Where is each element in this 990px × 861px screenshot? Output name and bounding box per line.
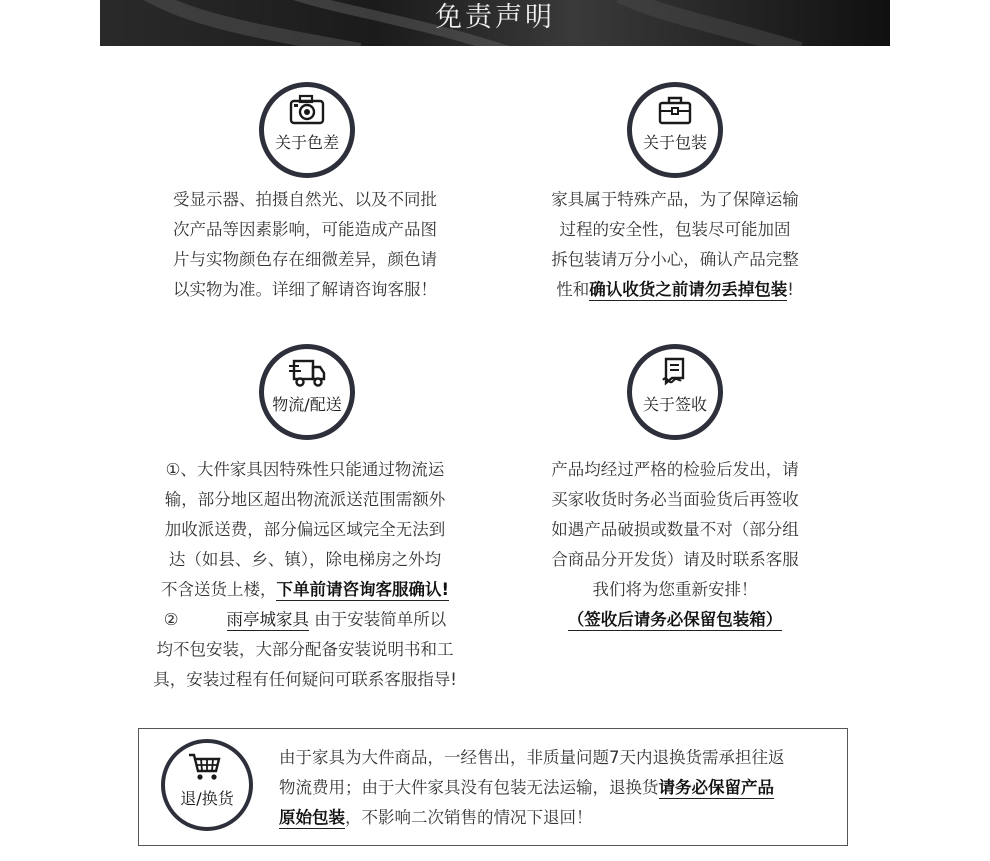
text-fragment: ② bbox=[163, 610, 179, 629]
text-fragment: 性和 bbox=[556, 280, 590, 299]
highlight-text: 确认收货之前请勿丢掉包装 bbox=[589, 280, 788, 299]
text-line: 输，部分地区超出物流派送范围需额外 bbox=[164, 490, 446, 509]
shopping-cart-icon bbox=[187, 751, 223, 783]
logistics-section-text bbox=[135, 455, 475, 695]
truck-icon bbox=[286, 356, 328, 388]
signing-section-badge bbox=[627, 344, 723, 440]
signing-section-text bbox=[520, 455, 830, 635]
text-line bbox=[135, 605, 475, 635]
camera-icon bbox=[289, 94, 325, 126]
text-line bbox=[279, 803, 839, 833]
text-line: 过程的安全性，包装尽可能加固 bbox=[559, 220, 791, 239]
signing-note: （签收后请务必保留包装箱） bbox=[567, 610, 783, 629]
text-line: 次产品等因素影响，可能造成产品图 bbox=[173, 220, 437, 239]
text-line: 产品均经过严格的检验后发出，请 bbox=[551, 460, 799, 479]
text-line bbox=[520, 605, 830, 635]
briefcase-icon bbox=[657, 94, 693, 126]
text-line: 达（如县、乡、镇），除电梯房之外均 bbox=[168, 550, 442, 569]
highlight-text: 原始包装 bbox=[279, 808, 345, 827]
color-section-text bbox=[140, 185, 470, 305]
text-line: 受显示器、拍摄自然光、以及不同批 bbox=[173, 190, 437, 209]
text-fragment: ，不影响二次销售的情况下退回！ bbox=[345, 808, 593, 827]
text-line: 合商品分开发货）请及时联系客服 bbox=[551, 550, 799, 569]
text-line: 加收派送费，部分偏远区域完全无法到 bbox=[164, 520, 446, 539]
returns-section bbox=[138, 728, 848, 846]
text-line bbox=[520, 275, 830, 305]
packaging-section-text bbox=[520, 185, 830, 305]
returns-section-badge bbox=[161, 739, 253, 831]
returns-section-label: 退/换货 bbox=[180, 789, 234, 808]
text-line: ①、大件家具因特殊性只能通过物流运 bbox=[165, 460, 445, 479]
text-line: 买家收货时务必当面验货后再签收 bbox=[551, 490, 799, 509]
signing-section-label: 关于签收 bbox=[642, 395, 707, 414]
color-section-label: 关于色差 bbox=[274, 133, 339, 152]
text-fragment: 不含送货上楼， bbox=[160, 580, 277, 599]
text-line: 具，安装过程有任何疑问可联系客服指导! bbox=[153, 670, 457, 689]
header-banner bbox=[100, 0, 890, 46]
returns-section-text bbox=[279, 743, 839, 833]
text-line: 我们将为您重新安排！ bbox=[592, 580, 758, 599]
text-line: 以实物为准。详细了解请咨询客服！ bbox=[173, 280, 437, 299]
text-fragment: ! bbox=[787, 280, 794, 299]
packaging-section-label: 关于包装 bbox=[642, 133, 707, 152]
text-line bbox=[279, 773, 839, 803]
signature-document-icon bbox=[657, 356, 693, 388]
text-fragment: 由于安装简单所以 bbox=[314, 610, 447, 629]
packaging-section-badge bbox=[627, 82, 723, 178]
logistics-section-badge bbox=[259, 344, 355, 440]
text-line: 家具属于特殊产品，为了保障运输 bbox=[551, 190, 799, 209]
color-section-badge bbox=[259, 82, 355, 178]
logistics-section-label: 物流/配送 bbox=[272, 395, 342, 414]
text-line: 如遇产品破损或数量不对（部分组 bbox=[551, 520, 799, 539]
page-title: 免责声明 bbox=[435, 2, 555, 33]
text-line: 均不包安装，大部分配备安装说明书和工 bbox=[156, 640, 454, 659]
brand-name: 雨亭城家具 bbox=[226, 610, 310, 629]
text-line: 拆包装请万分小心，确认产品完整 bbox=[551, 250, 799, 269]
text-line: 由于家具为大件商品，一经售出，非质量问题7天内退换货需承担往返 bbox=[279, 748, 785, 767]
highlight-text: 下单前请咨询客服确认! bbox=[276, 580, 450, 599]
text-line: 片与实物颜色存在细微差异，颜色请 bbox=[173, 250, 437, 269]
highlight-text: 请务必保留产品 bbox=[658, 778, 774, 797]
text-line bbox=[135, 575, 475, 605]
text-fragment: 物流费用；由于大件家具没有包装无法运输，退换货 bbox=[279, 778, 659, 797]
